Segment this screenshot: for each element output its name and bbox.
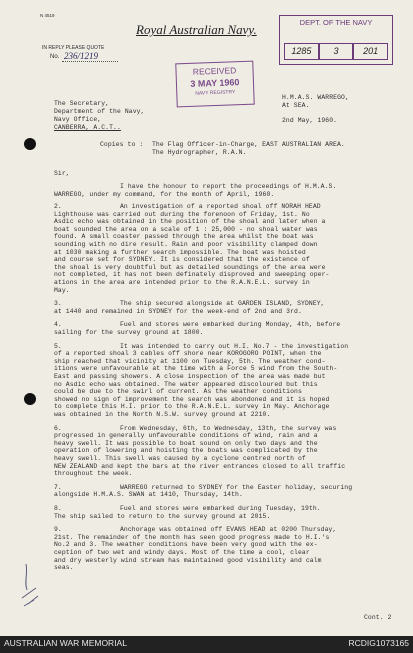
paragraph-line: of a reported shoal 3 cables off shore near KOROGORO POINT, when the	[54, 350, 322, 358]
paragraph-line: Lighthouse was carried out during the forenoon of Friday, 1st. No	[54, 210, 310, 218]
paragraph-line: ception of two wet and windy days. Most of the time a cool, clear	[54, 549, 310, 556]
paragraph-number: 8.	[54, 505, 62, 512]
paragraph-line: Asdic echo was obtained in the position of the shoal and later when a	[54, 218, 326, 226]
paragraph-number: 6.	[54, 424, 62, 432]
sender-location: At SEA.	[282, 102, 310, 109]
paragraph-number: 3.	[54, 300, 62, 308]
paragraph-number: 7.	[54, 483, 62, 491]
paragraph-line: no Asdic echo was obtained. The water appeared discoloured but this	[54, 380, 318, 388]
paragraph-line: showed no sign of improvement the search was abondoned and it is hoped	[54, 395, 330, 403]
paragraph-line: and dry westerly wind stream has maintained good visibility and calm	[54, 556, 322, 564]
paragraph-line: It was intended to carry out H.I. No.7 - the investigation	[120, 342, 349, 350]
paragraph-line: sailing for the survey ground at 1800.	[54, 329, 204, 336]
dept-stamp-cell: 201	[353, 43, 388, 60]
paragraph-line: ations in the area are intended prior to the R.A.N.E.L. survey in	[54, 279, 310, 286]
pencil-annotation	[18, 560, 44, 612]
paragraph-line: The ship sailed to return to the survey ground at 2015.	[54, 512, 271, 520]
paragraph-line: the shoal is very doubtful but as detailed soundings of the area were	[54, 263, 326, 271]
received-stamp-registry: NAVY REGISTRY	[195, 89, 236, 97]
received-stamp-date: 3 MAY 1960	[190, 77, 240, 89]
paragraph-line: sounding with no dire result. Rain and poor visibility clamped down	[54, 241, 318, 248]
quote-label: IN REPLY PLEASE QUOTE	[42, 45, 105, 51]
paragraph-number: 9.	[54, 526, 62, 534]
paragraph-number: 4.	[54, 321, 62, 329]
copies-line: The Hydrographer, R.A.N.	[152, 149, 247, 156]
recipient-line: Department of the Navy,	[54, 108, 145, 115]
letterhead: Royal Australian Navy.	[136, 22, 257, 37]
recipient-line: The Secretary,	[54, 100, 110, 107]
paragraph-line: at 1440 and remained in SYDNEY for the week-end of 2nd and 3rd.	[54, 307, 302, 315]
paragraph-line: not completed, it has not been definately disproved and sweeping oper-	[54, 271, 330, 279]
paragraph-line: was obtained in the North N.S.W. survey ground at 2210.	[54, 411, 271, 418]
salutation: Sir,	[54, 170, 70, 177]
paragraph-line: at 1030 making a further search impossible. The boat was hoisted	[54, 248, 306, 256]
copies-label: Copies to :	[100, 141, 144, 148]
paragraph-line: 21st. The remainder of the month has seen good progress made to H.I.'s	[54, 533, 330, 541]
paragraph-number: 2.	[54, 203, 62, 210]
intro-line: WARREGO, under my command, for the month of April, 1960.	[54, 191, 275, 198]
paragraph-line: NEW ZEALAND and kept the bars at the river entrances closed to all traffic	[54, 462, 346, 470]
received-stamp	[175, 61, 254, 108]
paragraph-line: East and passing showers. A close inspection of the area was made but	[54, 373, 326, 380]
recipient-line: CANBERRA, A.C.T..	[54, 124, 121, 131]
paragraph-line: Anchorage was obtained off EVANS HEAD at 0200 Thursday,	[120, 526, 337, 534]
sender-ship: H.M.A.S. WARREGO,	[282, 94, 349, 101]
paragraph-line: heavy swell. It was possible to boat sound on only two days and the	[54, 439, 318, 447]
dept-stamp-title: DEPT. OF THE NAVY	[299, 18, 373, 27]
letter-date: 2nd May, 1960.	[282, 117, 338, 124]
recipient-line: Navy Office,	[54, 116, 102, 123]
paragraph-line: alongside H.M.A.S. SWAN at 1410, Thursday, 14th.	[54, 491, 243, 499]
paragraph-line: From Wednesday, 6th, to Wednesday, 13th, the survey was	[120, 424, 337, 432]
dept-navy-stamp	[279, 15, 393, 65]
paragraph-line: to complete this H.I. prior to the R.A.N.E.L. survey in May. Anchorage	[54, 403, 330, 411]
paragraph-line: An investigation of a reported shoal off NORAH HEAD	[120, 203, 321, 210]
dept-stamp-cell: 1285	[284, 43, 319, 60]
paragraph-line: itions were unfavourable at the time with a Force 5 wind from the South-	[54, 365, 338, 373]
paragraph-line: seas.	[54, 564, 74, 572]
paragraph-line: ship reached that vicinity at 1100 on Tuesday, 5th. The weather cond-	[54, 357, 326, 365]
footer-record-id: RCDIG1073165	[348, 638, 409, 648]
paragraph-line: found. A small coaster passed through the area whilst the boat was	[54, 233, 314, 241]
quote-number-prefix: No.	[50, 54, 60, 60]
punch-hole	[24, 393, 36, 405]
paragraph-line: Fuel and stores were embarked during Tuesday, 19th.	[120, 505, 321, 512]
paragraph-line: and course set for SYDNEY. It is considered that the existence of	[54, 256, 310, 264]
paragraph-line: The ship secured alongside at GARDEN ISLAND, SYDNEY,	[120, 300, 325, 308]
paragraph-line: progressed in generally unfavourable conditions of wind, rain and a	[54, 432, 318, 440]
dept-stamp-cells	[284, 43, 388, 60]
paragraph-line: boat sounded the area on a scale of 1 : 25,000 - no shoal water was	[54, 225, 318, 233]
paragraph-line: operation of lowering and hoisting the boats was complicated by the	[54, 447, 318, 455]
intro-line: I have the honour to report the proceedings of H.M.A.S.	[120, 183, 337, 190]
quote-underline	[62, 61, 118, 62]
punch-hole	[24, 138, 36, 150]
dept-stamp-cell: 3	[319, 43, 354, 60]
paragraph-line: WARREGO returned to SYDNEY for the Easter holiday, securing	[120, 483, 353, 491]
paragraph-line: heavy swell. This swell was caused by a cyclone centred north of	[54, 455, 306, 462]
paragraph-line: May.	[54, 286, 70, 294]
paragraph-line: throughout the week.	[54, 470, 133, 478]
received-stamp-title: RECEIVED	[192, 65, 237, 77]
paragraph-line: could be due to the swirl of current. As the weather conditions	[54, 388, 302, 396]
copies-line: The Flag Officer-in-Charge, EAST AUSTRALIAN AREA.	[152, 141, 345, 148]
continuation-marker: Cont. 2	[364, 614, 392, 621]
form-number: N 4519	[40, 13, 55, 18]
paragraph-line: No.2 and 3. The weather conditions have been very good with the ex-	[54, 541, 318, 549]
paragraph-line: Fuel and stores were embarked during Monday, 4th, before	[120, 321, 341, 329]
quote-number: 236/1219	[64, 51, 99, 61]
paragraph-number: 5.	[54, 342, 62, 350]
footer-credit: AUSTRALIAN WAR MEMORIAL	[4, 638, 127, 648]
